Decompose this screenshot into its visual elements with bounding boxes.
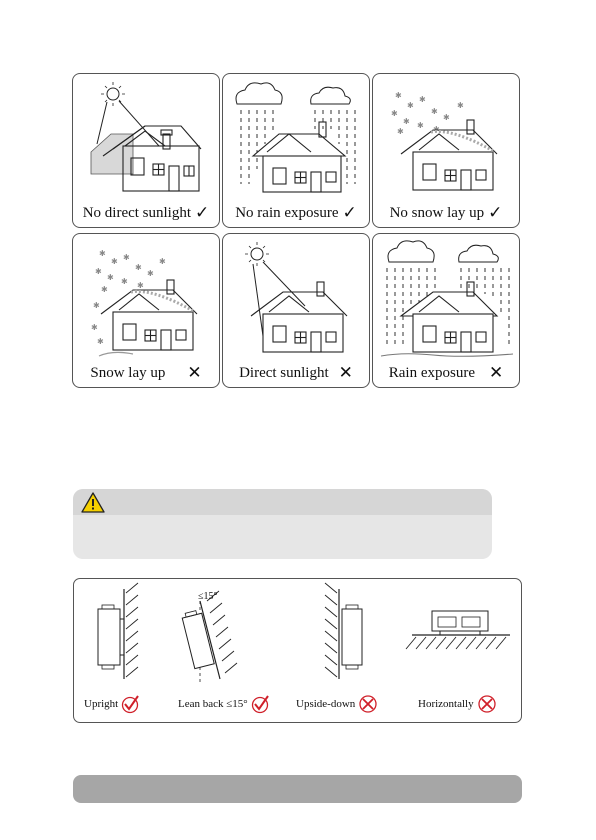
orientation-label-upside-down [296,694,378,714]
svg-text:✱: ✱ [391,109,398,118]
card-no-direct-sunlight [72,73,220,228]
svg-text:✱: ✱ [419,95,426,104]
env-label-text: No direct sunlight [82,204,192,221]
env-label [223,203,369,223]
cross-icon: ✕ [187,362,202,383]
angle-label: ≤15° [198,591,218,602]
svg-text:✱: ✱ [93,301,100,310]
svg-text:✱: ✱ [443,113,450,122]
env-label [223,363,369,383]
warning-triangle-icon [81,492,105,513]
card-snow-lay-up [72,233,220,388]
forbidden-x-icon [477,694,497,714]
svg-text:✱: ✱ [403,117,410,126]
orientation-label-text: Upright [84,698,119,710]
house-shade-illustration [73,74,220,206]
card-no-rain-exposure [222,73,370,228]
svg-text:✱: ✱ [101,285,108,294]
env-label [373,203,519,223]
svg-text:✱: ✱ [407,101,414,110]
svg-text:✱: ✱ [107,273,114,282]
checkmark-icon: ✓ [342,202,357,223]
svg-text:✱: ✱ [159,257,166,266]
upside-down-illustration [325,583,362,679]
warning-header [73,489,492,515]
allowed-check-icon [121,694,141,714]
installation-environment-grid [72,73,522,391]
svg-text:✱: ✱ [395,91,402,100]
svg-text:✱: ✱ [91,323,98,332]
horizontal-illustration [406,611,510,649]
orientation-label-text: Horizontally [418,698,474,710]
house-snow-shelter-illustration [373,74,520,206]
env-label-text: Direct sunlight [239,364,329,381]
svg-text:✱: ✱ [95,267,102,276]
house-rain-shelter-illustration [223,74,370,206]
env-label-text: Snow lay up [90,364,166,381]
svg-text:✱: ✱ [431,107,438,116]
env-label [373,363,519,383]
svg-text:✱: ✱ [135,263,142,272]
env-label [73,203,219,223]
svg-text:✱: ✱ [121,277,128,286]
lean-back-illustration [181,591,237,685]
checkmark-icon: ✓ [488,202,503,223]
house-rain-exposed-illustration [373,234,520,366]
checkmark-icon: ✓ [195,202,210,223]
env-label [73,363,219,383]
forbidden-x-icon [358,694,378,714]
env-label-text: Rain exposure [388,364,475,381]
orientation-label-upright [84,694,141,714]
section-footer-bar [73,775,522,803]
allowed-check-icon [251,694,271,714]
upright-illustration [98,583,138,679]
warning-panel [73,489,492,559]
card-no-snow-lay-up [372,73,520,228]
orientation-label-text: Upside-down [296,698,356,710]
svg-text:✱: ✱ [147,269,154,278]
card-rain-exposure [372,233,520,388]
orientation-label-horizontally [418,694,497,714]
svg-text:✱: ✱ [137,281,144,290]
house-snow-exposed-illustration [73,234,220,366]
orientation-label-lean-back [178,694,271,714]
orientation-label-text: Lean back ≤15° [178,698,248,710]
svg-text:✱: ✱ [123,253,130,262]
svg-text:✱: ✱ [99,249,106,258]
house-sun-exposed-illustration [223,234,370,366]
card-direct-sunlight [222,233,370,388]
svg-text:✱: ✱ [433,125,440,134]
cross-icon: ✕ [338,362,353,383]
cross-icon: ✕ [488,362,504,383]
env-label-text: No snow lay up [389,204,485,221]
svg-text:✱: ✱ [97,337,104,346]
svg-text:✱: ✱ [417,121,424,130]
svg-text:✱: ✱ [457,101,464,110]
svg-text:✱: ✱ [111,257,118,266]
env-label-text: No rain exposure [235,204,339,221]
svg-text:✱: ✱ [397,127,404,136]
